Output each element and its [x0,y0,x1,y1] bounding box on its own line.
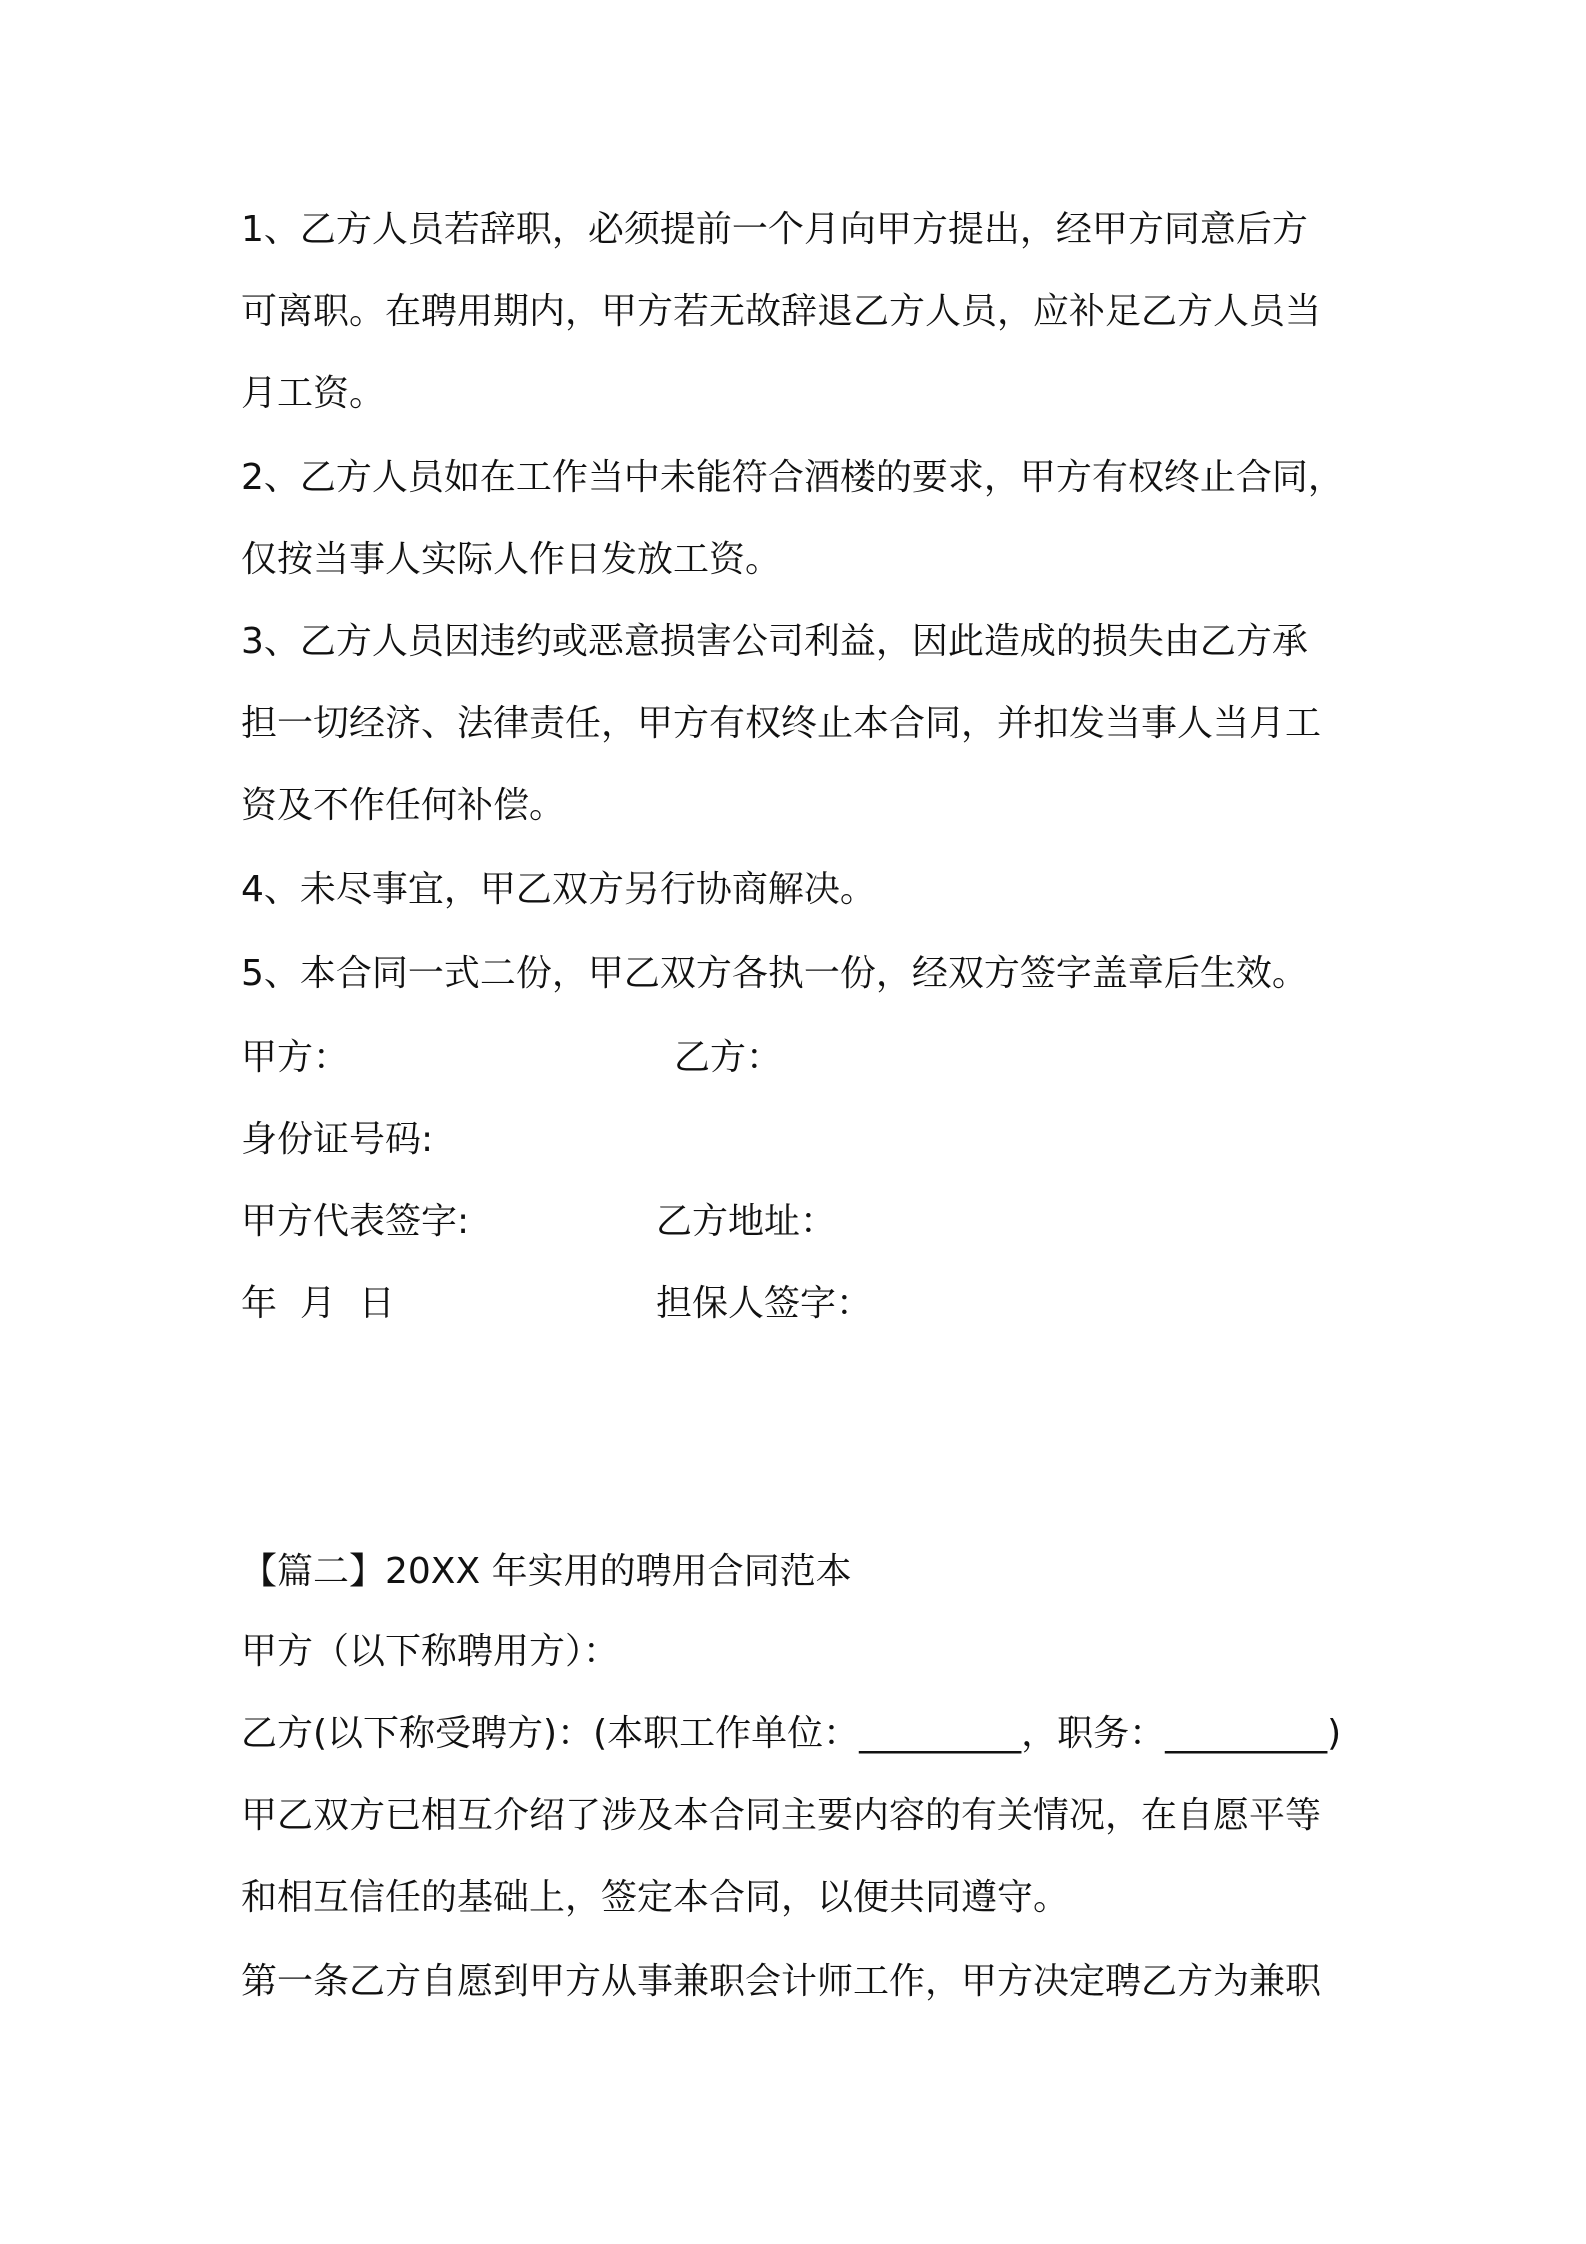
clause-3-line-1: 3、乙方人员因违约或恶意损害公司利益，因此造成的损失由乙方承 [241,621,1308,662]
clause-2-line-2: 仅按当事人实际人作日发放工资。 [241,539,782,580]
clause-4-line-1: 4、未尽事宜，甲乙双方另行协商解决。 [241,869,876,910]
clause-2-line-1: 2、乙方人员如在工作当中未能符合酒楼的要求，甲方有权终止合同， [241,457,1344,498]
party-b-address-label: 乙方地址： [656,1201,837,1242]
clause-3-line-2: 担一切经济、法律责任，甲方有权终止本合同，并扣发当事人当月工 [241,703,1322,744]
party-a-label: 甲方： [241,1037,350,1078]
section-2-line-4: 和相互信任的基础上，签定本合同，以便共同遵守。 [241,1877,1070,1918]
clause-5-line-1: 5、本合同一式二份，甲乙双方各执一份，经双方签字盖章后生效。 [241,953,1308,994]
clause-1-line-1: 1、乙方人员若辞职，必须提前一个月向甲方提出，经甲方同意后方 [241,209,1308,250]
clause-1-line-3: 月工资。 [241,373,386,414]
clause-1-line-2: 可离职。在聘用期内，甲方若无故辞退乙方人员，应补足乙方人员当 [241,291,1322,332]
section-2-line-1: 甲方（以下称聘用方）： [241,1631,620,1672]
section-2-title: 【篇二】20XX 年实用的聘用合同范本 [241,1551,852,1592]
section-2-line-5: 第一条乙方自愿到甲方从事兼职会计师工作，甲方决定聘乙方为兼职 [241,1961,1322,2002]
guarantor-label: 担保人签字： [656,1283,873,1324]
clause-3-line-3: 资及不作任何补偿。 [241,785,566,826]
party-a-rep-label: 甲方代表签字: [241,1201,470,1242]
party-b-label: 乙方： [674,1037,783,1078]
section-2-line-3: 甲乙双方已相互介绍了涉及本合同主要内容的有关情况，在自愿平等 [241,1795,1322,1836]
section-2-line-2: 乙方(以下称受聘方)：(本职工作单位：_________，职务：_________) [241,1713,1342,1754]
id-number-label: 身份证号码: [241,1119,434,1160]
date-label: 年 月 日 [241,1283,395,1324]
